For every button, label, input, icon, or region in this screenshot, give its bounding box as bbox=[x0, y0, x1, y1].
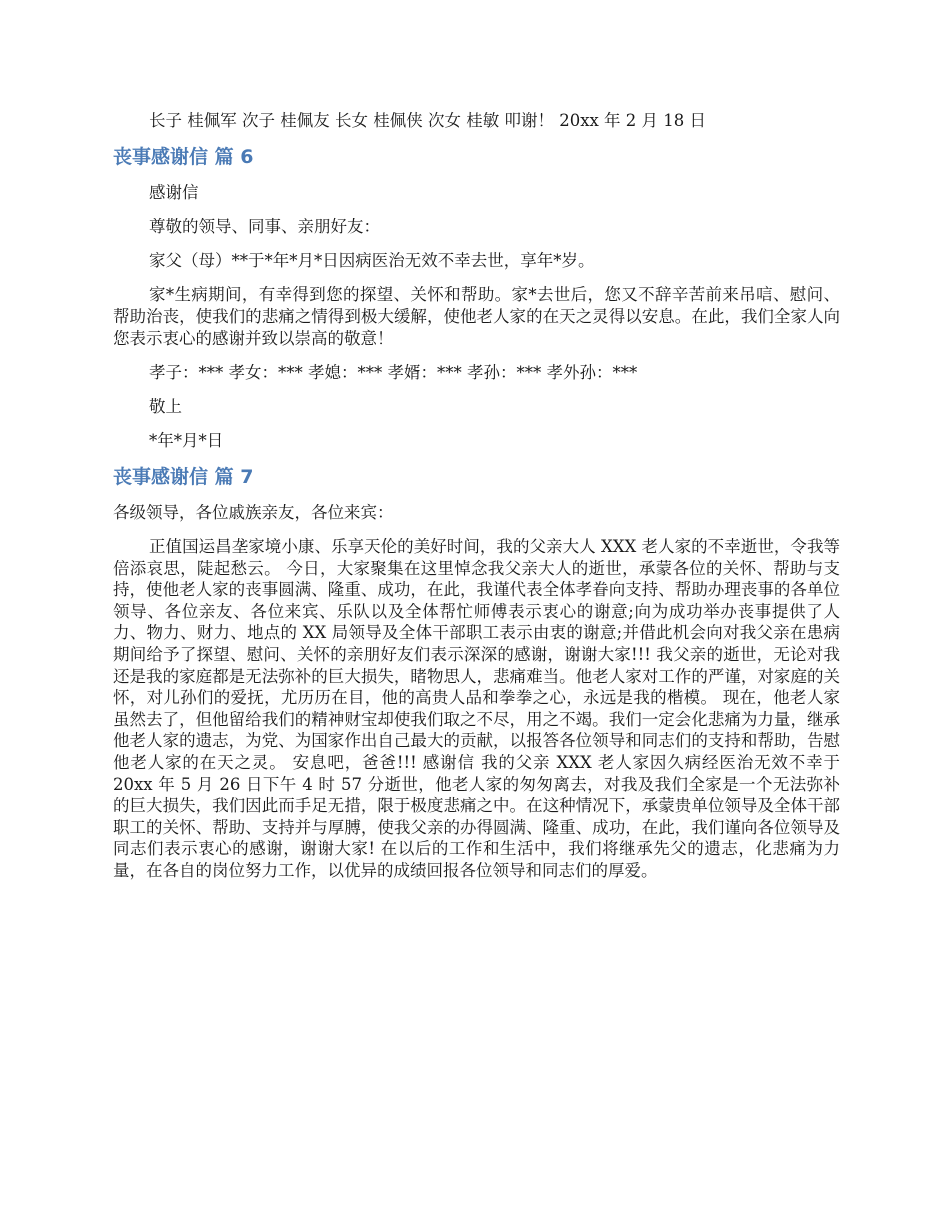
family-signatures: 孝子：*** 孝女：*** 孝媳：*** 孝婿：*** 孝孙：*** 孝外孙：*** bbox=[149, 363, 638, 382]
main-letter-body: 正值国运昌垄家境小康、乐享天伦的美好时间，我的父亲大人 XXX 老人家的不幸逝世，令我等倍添哀思，陡起愁云。 今日，大家聚集在这里悼念我父亲大人的逝世，承蒙各位的关怀、帮助与支持，使他老人家的丧事圆满、隆重、成功，在此，我谨代表全体孝眷向支持、帮助办理丧事的各单位领导、各位亲友、各位来宾、乐队以及全体帮忙师傅表示衷心的谢意;向为成功举办丧事提供了人力、物力、财力、地点的 XX 局领导及全体干部职工表示由衷的谢意;并借此机会向对我父亲在患病期间给予了探望、慰问、关怀的亲朋好友们表示深深的感谢，谢谢大家!!! 我父亲的逝世，无论对我还是我的家庭都是无法弥补的巨大损失，睹物思人，悲痛难当。他老人家对工作的严谨，对家庭的关怀，对儿孙们的爱抚，尤历历在目，他的高贵人品和拳拳之心，永远是我的楷模。 现在，他老人家虽然去了，但他留给我们的精神财宝却使我们取之不尽，用之不竭。我们一定会化悲痛为力量，继承他老人家的遗志，为党、为国家作出自己最大的贡献，以报答各位领导和同志们的支持和帮助，告慰他老人家的在天之灵。 安息吧，爸爸!!! 感谢信 我的父亲 XXX 老人家因久病经医治无效不幸于 20xx 年 5 月 26 日下午 4 时 57 分逝世，他老人家的匆匆离去，对我及我们全家是一个无法弥补的巨大损失，我们因此而手足无措，限于极度悲痛之中。在这种情况下，承蒙贵单位领导及全体干部职工的关怀、帮助、支持并与厚膊，使我父亲的办得圆满、隆重、成功，在此，我们谨向各位领导及同志们表示衷心的感谢，谢谢大家! 在以后的工作和生活中，我们将继承先父的遗志，化悲痛为力量，在各自的岗位努力工作，以优异的成绩回报各位领导和同志们的厚爱。 bbox=[113, 537, 840, 880]
letter-title: 感谢信 bbox=[149, 183, 199, 202]
thanks-paragraph: 家*生病期间，有幸得到您的探望、关怀和帮助。家*去世后，您又不辞辛苦前来吊唁、慰问、帮助治丧，使我们的悲痛之情得到极大缓解，使他老人家的在天之灵得以安息。在此，我们全家人向您表示衷心的感谢并致以崇高的敬意！ bbox=[113, 285, 840, 348]
section-7-heading: 丧事感谢信 篇 7 bbox=[113, 466, 254, 488]
death-notice: 家父（母）**于*年*月*日因病医治无效不幸去世，享年*岁。 bbox=[149, 251, 595, 270]
date-line: *年*月*日 bbox=[149, 431, 224, 450]
document-page bbox=[113, 110, 840, 882]
greeting: 各级领导，各位戚族亲友，各位来宾： bbox=[113, 503, 394, 522]
salutation: 尊敬的领导、同事、亲朋好友： bbox=[149, 217, 380, 236]
signature-line: 长子 桂佩军 次子 桂佩友 长女 桂佩侠 次女 桂敏 叩谢！ 20xx 年 2 月 18 日 bbox=[149, 111, 707, 130]
section-6-heading: 丧事感谢信 篇 6 bbox=[113, 146, 254, 168]
closing: 敬上 bbox=[149, 397, 182, 416]
